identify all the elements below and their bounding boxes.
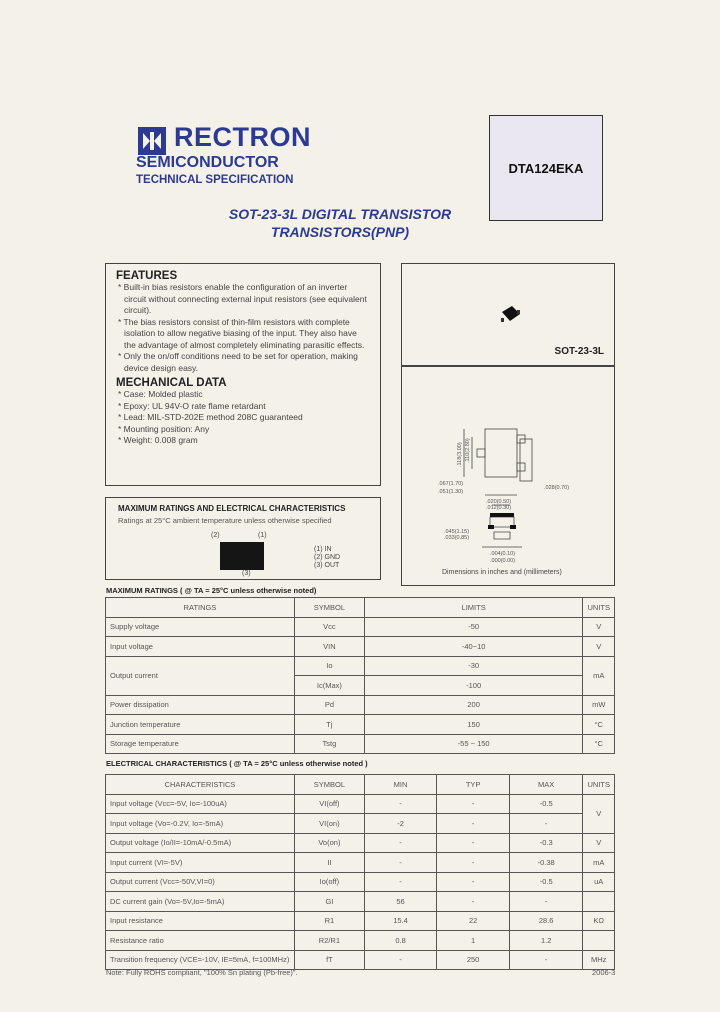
table-cell: -: [437, 872, 510, 892]
svg-text:.067(1.70): .067(1.70): [438, 481, 464, 487]
table-cell: -: [509, 814, 583, 834]
ratings-note: Ratings at 25°C ambient temperature unless otherwise specified: [118, 516, 332, 525]
feature-item: * Built-in bias resistors enable the configuration of an inverter circuit without connecting external input resistors (see equivalent circuit).: [118, 282, 367, 315]
table-cell: -: [364, 853, 437, 873]
table-cell: -40~10: [364, 637, 583, 657]
header-cell: UNITS: [583, 598, 615, 618]
max-ratings-caption: MAXIMUM RATINGS ( @ TA = 25°C unless otherwise noted): [106, 586, 317, 595]
pin-list: [314, 546, 340, 570]
features-box: [105, 263, 381, 486]
table-cell: VIN: [295, 637, 365, 657]
electrical-table: [105, 774, 615, 970]
table-row: [106, 715, 615, 735]
mechanical-heading: MECHANICAL DATA: [116, 377, 227, 389]
table-cell: uA: [583, 872, 615, 892]
table-header-row: [106, 598, 615, 618]
table-cell: V: [583, 617, 615, 637]
pin-3-label: (3): [242, 570, 251, 577]
table-row: [106, 695, 615, 715]
header-cell: TYP: [437, 775, 510, 795]
table-cell: -0.5: [509, 794, 583, 814]
table-row: [106, 833, 615, 853]
table-cell: -: [364, 794, 437, 814]
table-cell: MHz: [583, 950, 615, 970]
table-cell: -: [364, 833, 437, 853]
header-cell: CHARACTERISTICS: [106, 775, 295, 795]
header-cell: SYMBOL: [295, 775, 365, 795]
svg-text:.045(1.15): .045(1.15): [444, 529, 470, 535]
package-image: [498, 302, 524, 328]
dimension-drawing: [402, 367, 614, 585]
table-cell: Vcc: [295, 617, 365, 637]
table-cell: Input voltage: [106, 637, 295, 657]
svg-text:.004(0.10): .004(0.10): [490, 551, 516, 557]
table-cell: 0.8: [364, 931, 437, 951]
table-cell: Io(off): [295, 872, 365, 892]
table-cell: V: [583, 794, 615, 833]
feature-item: * Only the on/off conditions need to be set for operation, making device design easy.: [118, 351, 358, 373]
header-cell: SYMBOL: [295, 598, 365, 618]
svg-text:.118(3.00): .118(3.00): [457, 442, 463, 467]
mechanical-item: * Mounting position: Any: [118, 423, 210, 434]
table-cell: -: [509, 892, 583, 912]
document-title: SOT-23-3L DIGITAL TRANSISTOR: [228, 206, 452, 222]
mechanical-item: * Epoxy: UL 94V-O rate flame retardant: [118, 400, 266, 411]
table-cell: Storage temperature: [106, 734, 295, 754]
table-cell: II: [295, 853, 365, 873]
mechanical-item: * Weight: 0.008 gram: [118, 435, 198, 445]
table-cell: -2: [364, 814, 437, 834]
package-box: [401, 263, 615, 366]
table-cell: -0.3: [509, 833, 583, 853]
table-cell: VI(off): [295, 794, 365, 814]
table-cell: [583, 892, 615, 912]
part-number: DTA124EKA: [508, 160, 584, 176]
table-row: [106, 931, 615, 951]
table-cell: Output current: [106, 656, 295, 695]
svg-text:.020(0.50): .020(0.50): [486, 499, 512, 505]
table-cell: mA: [583, 656, 615, 695]
table-cell: mW: [583, 695, 615, 715]
table-cell: Input voltage (Vcc=-5V, Io=-100uA): [106, 794, 295, 814]
footer-note: Note: Fully ROHS compliant, "100% Sn plating (Pb-free)".: [106, 968, 298, 977]
table-cell: -0.38: [509, 853, 583, 873]
table-cell: -: [437, 794, 510, 814]
pin-list-item: (1) IN: [314, 546, 332, 553]
header-cell: UNITS: [583, 775, 615, 795]
table-cell: GI: [295, 892, 365, 912]
table-row: [106, 872, 615, 892]
footer-code: 2006-3: [592, 968, 616, 977]
table-cell: 150: [364, 715, 583, 735]
mechanical-item: * Case: Molded plastic: [118, 389, 203, 399]
table-cell: -100: [364, 676, 583, 696]
table-cell: R2/R1: [295, 931, 365, 951]
brand-subtitle: TECHNICAL SPECIFICATION: [136, 174, 294, 186]
svg-text:.000(0.00): .000(0.00): [490, 558, 516, 564]
table-cell: Input current (VI=-5V): [106, 853, 295, 873]
svg-text:.028(0.70): .028(0.70): [544, 485, 570, 491]
document-subtitle: TRANSISTORS(PNP): [270, 224, 410, 240]
table-cell: DC current gain (Vo=-5V,Io=-5mA): [106, 892, 295, 912]
table-cell: 250: [437, 950, 510, 970]
table-row: [106, 911, 615, 931]
svg-text:.051(1.30): .051(1.30): [438, 489, 464, 495]
header-cell: MAX: [509, 775, 583, 795]
table-cell: 28.6: [509, 911, 583, 931]
table-cell: KΩ: [583, 911, 615, 931]
table-cell: °C: [583, 715, 615, 735]
dimension-box: [401, 366, 615, 586]
table-cell: Junction temperature: [106, 715, 295, 735]
table-cell: 1.2: [509, 931, 583, 951]
table-cell: Vo(on): [295, 833, 365, 853]
table-cell: [583, 931, 615, 951]
table-cell: Resistance ratio: [106, 931, 295, 951]
table-cell: 56: [364, 892, 437, 912]
dimension-caption: Dimensions in inches and (millimeters): [442, 569, 562, 576]
table-cell: Tj: [295, 715, 365, 735]
table-row: [106, 853, 615, 873]
table-header-row: [106, 775, 615, 795]
pin-2-label: (2): [211, 532, 220, 539]
table-cell: mA: [583, 853, 615, 873]
table-cell: Power dissipation: [106, 695, 295, 715]
table-cell: -0.5: [509, 872, 583, 892]
features-list: [116, 282, 370, 374]
ratings-box: [105, 497, 381, 580]
table-row: [106, 734, 615, 754]
pin-list-item: (3) OUT: [314, 562, 340, 569]
table-cell: Tstg: [295, 734, 365, 754]
table-cell: -30: [364, 656, 583, 676]
pin-list-item: (2) GND: [314, 554, 341, 561]
svg-text:.110(2.80): .110(2.80): [465, 438, 471, 463]
brand-name: RECTRON: [174, 122, 311, 152]
table-cell: V: [583, 833, 615, 853]
table-cell: -: [437, 853, 510, 873]
table-row: [106, 892, 615, 912]
brand-division: SEMICONDUCTOR: [136, 154, 279, 171]
table-cell: -: [437, 833, 510, 853]
table-cell: -: [364, 872, 437, 892]
table-cell: V: [583, 637, 615, 657]
table-cell: -: [437, 814, 510, 834]
table-cell: R1: [295, 911, 365, 931]
table-cell: 1: [437, 931, 510, 951]
table-cell: 200: [364, 695, 583, 715]
svg-text:.033(0.85): .033(0.85): [444, 535, 470, 541]
mechanical-list: [116, 389, 370, 447]
equivalent-circuit: [220, 542, 264, 570]
ratings-heading: MAXIMUM RATINGS AND ELECTRICAL CHARACTERISTICS: [118, 504, 346, 513]
table-cell: °C: [583, 734, 615, 754]
header-cell: RATINGS: [106, 598, 295, 618]
table-cell: Input voltage (Vo=-0.2V, Io=-5mA): [106, 814, 295, 834]
table-cell: Ic(Max): [295, 676, 365, 696]
table-row: [106, 794, 615, 814]
table-cell: VI(on): [295, 814, 365, 834]
table-cell: -: [364, 950, 437, 970]
header-cell: LIMITS: [364, 598, 583, 618]
table-cell: 15.4: [364, 911, 437, 931]
table-cell: Input resistance: [106, 911, 295, 931]
table-cell: 22: [437, 911, 510, 931]
svg-text:.012(0.30): .012(0.30): [486, 505, 512, 511]
table-row: [106, 617, 615, 637]
features-heading: FEATURES: [116, 270, 178, 282]
table-cell: -: [437, 892, 510, 912]
table-cell: -55 ~ 150: [364, 734, 583, 754]
table-row: [106, 637, 615, 657]
table-row: [106, 656, 615, 676]
table-cell: fT: [295, 950, 365, 970]
table-cell: Pd: [295, 695, 365, 715]
max-ratings-table: [105, 597, 615, 754]
table-cell: Io: [295, 656, 365, 676]
table-cell: -50: [364, 617, 583, 637]
table-cell: Output current (Vcc=-50V,VI=0): [106, 872, 295, 892]
feature-item: * The bias resistors consist of thin-film resistors with complete isolation to allow negative biasing of the input. They also have the advantage of almost completely eliminating parasitic effects.: [118, 316, 365, 350]
table-cell: Transition frequency (VCE=-10V, IE=5mA, f=100MHz): [106, 950, 295, 970]
package-label: SOT-23-3L: [554, 346, 604, 357]
table-cell: Supply voltage: [106, 617, 295, 637]
mechanical-item: * Lead: MIL-STD-202E method 208C guaranteed: [118, 412, 303, 422]
table-cell: Output voltage (Io/II=-10mA/-0.5mA): [106, 833, 295, 853]
table-row: [106, 950, 615, 970]
table-cell: -: [509, 950, 583, 970]
table-row: [106, 814, 615, 834]
pin-1-label: (1): [258, 532, 267, 539]
rectron-logo-icon: [138, 127, 166, 155]
electrical-caption: ELECTRICAL CHARACTERISTICS ( @ TA = 25°C unless otherwise noted ): [106, 759, 368, 768]
header-cell: MIN: [364, 775, 437, 795]
